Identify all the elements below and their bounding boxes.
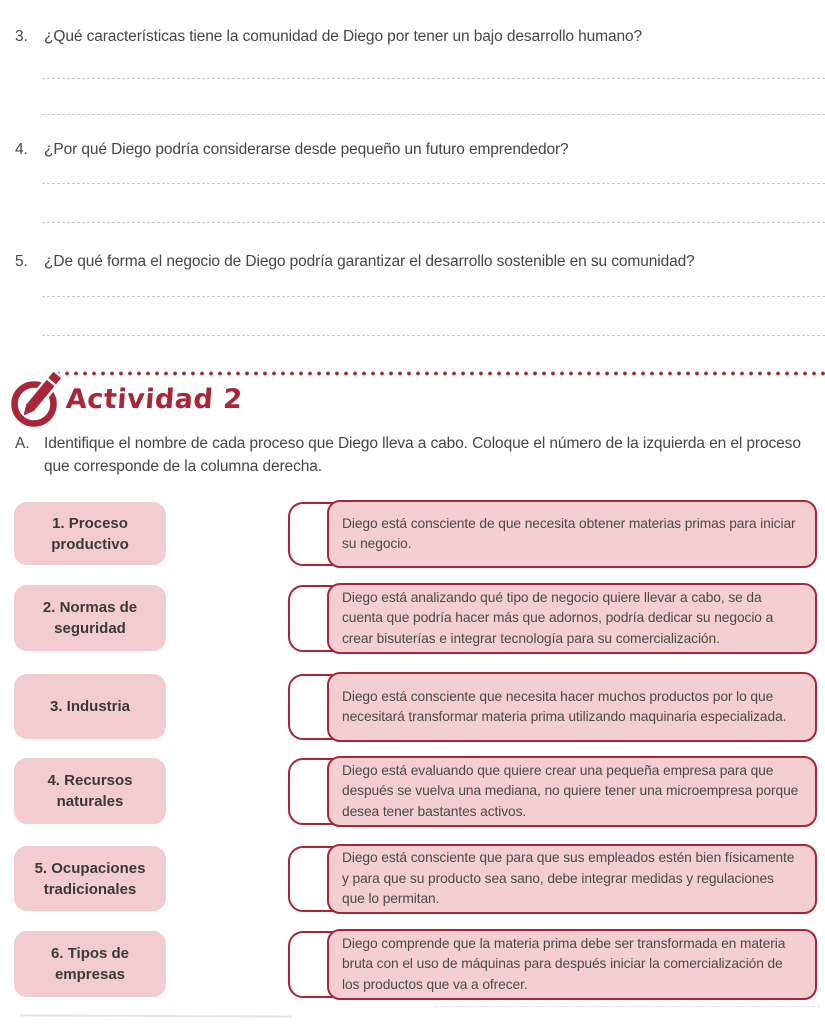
term-4-line1: 4. Recursos bbox=[47, 772, 133, 789]
question-4-number: 4. bbox=[15, 141, 28, 158]
term-box-3 bbox=[14, 674, 166, 739]
page-cut-fragment bbox=[435, 1006, 820, 1007]
term-box-2 bbox=[14, 585, 166, 651]
instruction-text: Identifique el nombre de cada proceso que Diego lleva a cabo. Coloque el número de la izquierda en el proceso que corresponde de la columna derecha. bbox=[44, 435, 801, 475]
description-4-text: Diego está evaluando que quiere crear una pequeña empresa para que después se vuelva una mediana, no quiere tener una microempresa porque desea tener bastantes activos. bbox=[342, 762, 799, 819]
page-cut-fragment bbox=[20, 1014, 292, 1017]
description-1-text: Diego está consciente de que necesita obtener materias primas para iniciar su negocio. bbox=[342, 515, 796, 551]
answer-line[interactable] bbox=[42, 183, 825, 184]
term-box-4 bbox=[14, 758, 166, 824]
term-6-line1: 6. Tipos de bbox=[50, 945, 130, 962]
answer-line[interactable] bbox=[42, 296, 825, 297]
description-box-1 bbox=[327, 500, 817, 568]
term-5-line2: tradicionales bbox=[43, 880, 137, 898]
term-1-line2: productivo bbox=[51, 535, 129, 553]
description-6-text: Diego comprende que la materia prima debe ser transformada en materia bruta con el uso de máquinas para después iniciar la comercialización de los productos que va a ofrecer. bbox=[342, 935, 786, 992]
instruction-label: A. bbox=[15, 435, 30, 452]
desc-group-4 bbox=[288, 756, 817, 827]
description-3-text: Diego está consciente que necesita hacer muchos productos por lo que necesitará transformar materia prima utilizando maquinaria especializada. bbox=[342, 688, 787, 724]
description-box-3 bbox=[327, 672, 817, 742]
match-row-3 bbox=[0, 672, 825, 742]
desc-group-6 bbox=[288, 929, 817, 1000]
question-4 bbox=[15, 139, 817, 161]
desc-group-3 bbox=[288, 672, 817, 742]
question-5-text: ¿De qué forma el negocio de Diego podría garantizar el desarrollo sostenible en su comunidad? bbox=[44, 253, 695, 270]
question-5-number: 5. bbox=[15, 253, 28, 270]
term-box-6 bbox=[14, 931, 166, 997]
pencil-circle-icon bbox=[10, 362, 68, 428]
question-3 bbox=[15, 26, 817, 48]
desc-group-1 bbox=[288, 500, 817, 568]
dotted-separator bbox=[55, 370, 825, 377]
answer-line[interactable] bbox=[42, 222, 825, 223]
instruction-a bbox=[15, 432, 810, 478]
description-2-text: Diego está analizando qué tipo de negocio quiere llevar a cabo, se da cuenta que podría hacer más que adornos, podría dedicar su negocio a crear bisuterías e integrar tecnología para su comercialización. bbox=[342, 589, 774, 646]
term-2-line2: seguridad bbox=[54, 620, 126, 637]
question-3-number: 3. bbox=[15, 28, 28, 45]
term-3-line1: 3. Industria bbox=[49, 698, 131, 715]
activity-title: Actividad 2 bbox=[64, 384, 244, 415]
answer-line[interactable] bbox=[42, 78, 825, 79]
question-5 bbox=[15, 251, 817, 273]
term-5-line1: 5. Ocupaciones bbox=[34, 859, 146, 877]
term-box-1 bbox=[14, 502, 166, 565]
term-2-line1: 2. Normas de bbox=[42, 599, 138, 616]
description-box-2 bbox=[327, 583, 817, 654]
match-row-6 bbox=[0, 929, 825, 1000]
term-6-line2: empresas bbox=[54, 966, 126, 983]
term-4-line2: naturales bbox=[56, 793, 124, 810]
desc-group-5 bbox=[288, 844, 817, 914]
description-5-text: Diego está consciente que para que sus empleados estén bien físicamente y para que su producto sea sano, debe integrar medidas y regulaciones que lo permitan. bbox=[342, 850, 795, 907]
term-1-line1: 1. Proceso bbox=[52, 514, 128, 532]
question-4-text: ¿Por qué Diego podría considerarse desde pequeño un futuro emprendedor? bbox=[44, 141, 569, 158]
question-3-text: ¿Qué características tiene la comunidad de Diego por tener un bajo desarrollo humano? bbox=[44, 28, 643, 45]
term-box-5 bbox=[14, 846, 166, 911]
match-row-1 bbox=[0, 500, 825, 568]
match-row-2 bbox=[0, 583, 825, 654]
answer-line[interactable] bbox=[42, 335, 825, 336]
description-box-6 bbox=[327, 929, 817, 1000]
description-box-5 bbox=[327, 844, 817, 914]
match-row-4 bbox=[0, 756, 825, 827]
answer-line[interactable] bbox=[42, 114, 825, 115]
match-row-5 bbox=[0, 844, 825, 914]
description-box-4 bbox=[327, 756, 817, 827]
desc-group-2 bbox=[288, 583, 817, 654]
